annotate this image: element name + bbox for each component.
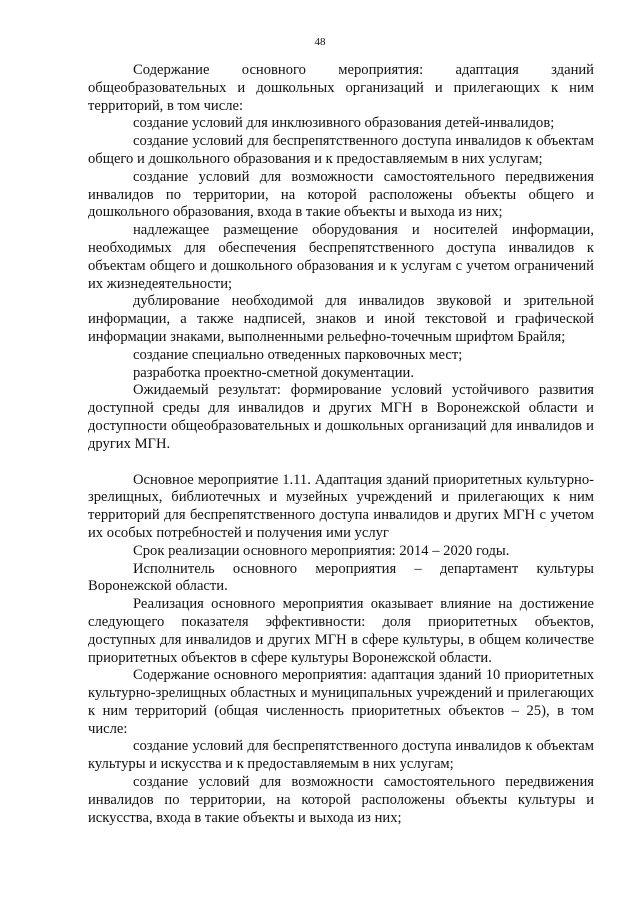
- page-number: 48: [314, 36, 326, 48]
- paragraph: надлежащее размещение оборудования и носителей информации, необходимых для обеспечения беспрепятственного доступа инвалидов к объектам общего и дошкольного образования и к услугам с учетом ограничений их жизнедеятельности;: [88, 222, 594, 292]
- paragraph: Содержание основного мероприятия: адаптация зданий общеобразовательных и дошкольных организаций и прилегающих к ним территорий, в том числе:: [88, 62, 594, 114]
- paragraph: Основное мероприятие 1.11. Адаптация зданий приоритетных культурно-зрелищных, библиотечных и музейных учреждений и прилегающих к ним территорий для беспрепятственного доступа инвалидов и других МГН с учетом их особых потребностей и получения ими услуг: [88, 471, 594, 541]
- paragraph: создание условий для возможности самостоятельного передвижения инвалидов по территории, на которой расположены объекты общего и дошкольного образования, входа в такие объекты и выхода из них;: [88, 168, 594, 221]
- paragraph: создание условий для беспрепятственного доступа инвалидов к объектам культуры и искусства и к предоставляемым в них услугам;: [88, 738, 594, 773]
- document-body: [88, 62, 594, 827]
- paragraph: создание специально отведенных парковочных мест;: [133, 346, 463, 363]
- paragraph: дублирование необходимой для инвалидов звуковой и зрительной информации, а также надписей, знаков и иной текстовой и графической информации знаками, выполненными рельефно-точечным шрифтом Брайля;: [88, 293, 594, 345]
- paragraph: создание условий для инклюзивного образования детей-инвалидов;: [133, 115, 555, 132]
- paragraph: Срок реализации основного мероприятия: 2014 – 2020 годы.: [133, 542, 510, 559]
- paragraph: создание условий для возможности самостоятельного передвижения инвалидов по территории, на которой расположены объекты культуры и искусства, входа в такие объекты и выхода из них;: [88, 774, 594, 826]
- paragraph: создание условий для беспрепятственного доступа инвалидов к объектам общего и дошкольного образования и к предоставляемым в них услугам;: [88, 133, 594, 167]
- paragraph: разработка проектно-сметной документации.: [133, 364, 414, 381]
- section-gap: [88, 454, 594, 472]
- paragraph: Ожидаемый результат: формирование условий устойчивого развития доступной среды для инвалидов и других МГН в Воронежской области и доступности общеобразовательных и дошкольных организаций для инвалидов и других МГН.: [88, 382, 594, 452]
- paragraph: Исполнитель основного мероприятия – департамент культуры Воронежской области.: [88, 560, 594, 595]
- paragraph: Реализация основного мероприятия оказывает влияние на достижение следующего показателя эффективности: доля приоритетных объектов, доступных для инвалидов и других МГН в сфере культуры, в общем количестве приоритетных объектов в сфере культуры Воронежской области.: [88, 596, 594, 666]
- paragraph: Содержание основного мероприятия: адаптация зданий 10 приоритетных культурно-зрелищных областных и муниципальных учреждений и прилегающих к ним территорий (общая численность приоритетных объектов – 25), в том числе:: [88, 667, 594, 737]
